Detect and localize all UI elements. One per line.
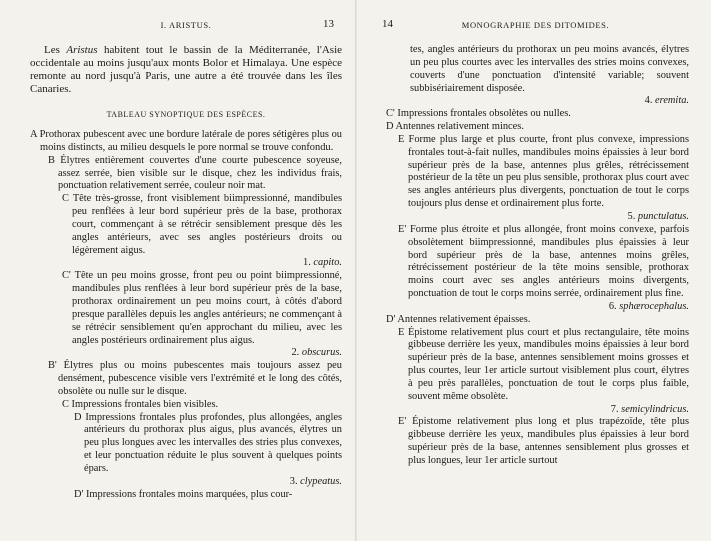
species-number: 4. bbox=[644, 95, 656, 107]
species-name: punctulatus. bbox=[637, 210, 689, 222]
species-label bbox=[382, 95, 689, 108]
species-number: 6. bbox=[608, 300, 620, 312]
right-page-number: 14 bbox=[382, 18, 393, 30]
species-number: 5. bbox=[627, 210, 638, 222]
key-entry bbox=[40, 270, 342, 347]
key-entry-text: C Tête très-grosse, front visiblement biimpressionné, mandibules peu renflées à leur bord supérieur près de la base, prothorax court, commençant à se rétrécir sensiblement presque dès les angles antérieurs, avec ses angles postérieurs droits ou légèrement aigus. bbox=[62, 193, 342, 256]
left-running-head: I. ARISTUS. bbox=[160, 20, 212, 30]
species-name: obscurus. bbox=[301, 347, 342, 359]
intro-genus: Aristus bbox=[66, 44, 98, 56]
left-key-entries bbox=[30, 129, 342, 501]
right-running-head: MONOGRAPHIE DES DITOMIDES. bbox=[461, 20, 610, 30]
right-key-entries bbox=[382, 44, 689, 468]
key-entry bbox=[384, 416, 689, 467]
species-number: 1. bbox=[303, 257, 314, 269]
species-label bbox=[30, 476, 342, 489]
species-label bbox=[30, 347, 342, 360]
key-entry-text: C' Impressions frontales obsolètes ou nulles. bbox=[386, 108, 571, 120]
key-entry-text: B Élytres entièrement couvertes d'une courte pubescence soyeuse, assez serrée, bien visible sur le disque, chez les individus frais, ponctuation relativement serrée, couleur noir mat. bbox=[48, 154, 342, 192]
key-entry-text: D' Impressions frontales moins marquées, plus cour- bbox=[74, 488, 293, 500]
species-number: 2. bbox=[291, 347, 302, 359]
species-label bbox=[382, 301, 689, 314]
key-entry bbox=[30, 129, 342, 155]
key-entry bbox=[384, 134, 689, 211]
species-name: semicylindricus. bbox=[621, 403, 689, 415]
key-entry bbox=[40, 399, 342, 412]
intro-before: Les bbox=[44, 44, 67, 56]
key-entry-text: E Forme plus large et plus courte, front plus convexe, impressions frontales tout-à-fait nulles, mandibules moins épaissies à leur bord supérieur près de la base, antennes plus grêles, rétrécissement postérieur de la tête un peu plus sensible, prothorax plus court avec ses angles antérieurs plus divergents, ponctuation de tout le corps toujours plus dense et ordinairement plus forte. bbox=[398, 133, 689, 210]
key-entry bbox=[382, 121, 689, 134]
species-number: 7. bbox=[610, 403, 622, 415]
species-name: eremita. bbox=[655, 95, 689, 107]
right-running-header bbox=[382, 20, 689, 34]
key-entry bbox=[44, 412, 342, 476]
key-entry-text: E' Forme plus étroite et plus allongée, front moins convexe, parfois obsolètement biimpressionné, mandibules plus épaissies à leur bord supérieur près de la base, antennes moins grêles, rétrécissement postérieur de la tête moins sensible, prothorax moins court avec ses angles antérieurs moins divergents, ponctuation de tout le corps moins serrée, ordinairement plus fine. bbox=[398, 223, 689, 300]
key-entry-text: E Épistome relativement plus court et plus rectangulaire, tête moins gibbeuse derrière les yeux, mandibules moins épaissies à leur bord supérieur près de la base, antennes sensiblement moins grosses et plus courtes, leur 1er article surtout visiblement plus court, élytres à peu près parallèles, ponctuation de tout le corps plus faible, souvent même obsolète. bbox=[398, 326, 689, 402]
intro-after: habitent tout le bassin de la Méditerranée, l'Asie occidentale au moins jusqu'aux monts Bolor et Himalaya. Une espèce remonte au nord jusqu'à Paris, une autre a été trouvée dans les îles Canaries. bbox=[30, 44, 343, 95]
species-label bbox=[30, 257, 342, 270]
key-entry-text: D Antennes relativement minces. bbox=[386, 121, 524, 133]
key-entry-text: A Prothorax pubescent avec une bordure latérale de pores sétigères plus ou moins distincts, au milieu desquels le pore normal se trouve confondu. bbox=[30, 129, 342, 153]
left-page-number: 13 bbox=[323, 18, 334, 30]
key-entry-text: D' Antennes relativement épaisses. bbox=[386, 313, 531, 325]
key-entry-text: tes, angles antérieurs du prothorax un peu moins avancés, élytres un peu plus courtes avec les intervalles des stries moins convexes, couverts d'une ponctuation d'intensité variable; souvent subbisériairement disposée. bbox=[410, 44, 689, 94]
key-entry bbox=[36, 155, 342, 194]
left-running-header bbox=[30, 20, 342, 34]
species-name: capito. bbox=[313, 257, 342, 269]
species-name: clypeatus. bbox=[300, 475, 342, 487]
species-label bbox=[382, 211, 689, 224]
species-number: 3. bbox=[289, 475, 301, 487]
key-entry bbox=[40, 193, 342, 257]
key-entry bbox=[44, 489, 342, 502]
species-label bbox=[382, 404, 689, 417]
key-entry-text: E' Épistome relativement plus long et plus trapézoïde, tête plus gibbeuse derrière les yeux, mandibules plus épaissies à leur bord supérieur près de la base, antennes sensiblement plus grosses et plus longues, leur 1er article surtout bbox=[398, 416, 689, 466]
table-title: TABLEAU SYNOPTIQUE DES ESPÈCES. bbox=[106, 110, 266, 119]
key-entry bbox=[384, 327, 689, 404]
key-entry-text: C' Tête un peu moins grosse, front peu ou point biimpressionné, mandibules plus renflées à leur bord supérieur près de la base, prothorax ordinairement un peu moins court, à côtés d'abord presque parallèles depuis les angles antérieurs; ne commençant à se rétrécir sensiblement qu'en approchant du milieu, avec les angles postérieurs ordinairement plus aigus. bbox=[62, 270, 342, 346]
right-page bbox=[356, 0, 711, 541]
intro-paragraph bbox=[30, 44, 342, 96]
key-entry bbox=[384, 224, 689, 301]
key-entry-text: B' Élytres plus ou moins pubescentes mais toujours assez peu densément, pubescence visible vers l'extrémité et le long des côtés, obsolète ou nulle sur le disque. bbox=[48, 360, 342, 397]
key-entry bbox=[36, 360, 342, 399]
key-entry-text: C Impressions frontales bien visibles. bbox=[62, 398, 219, 410]
key-entry bbox=[382, 314, 689, 327]
key-entry bbox=[382, 108, 689, 121]
key-entry-text: D Impressions frontales plus profondes, plus allongées, angles antérieurs du prothorax plus aigus, plus avancés, élytres un peu plus longues avec les intervalles des stries plus convexes, et leur ponctuation réduite le plus souvent à quelques points épars. bbox=[74, 411, 342, 474]
key-entry bbox=[382, 44, 689, 95]
species-name: sphærocephalus. bbox=[619, 300, 689, 312]
